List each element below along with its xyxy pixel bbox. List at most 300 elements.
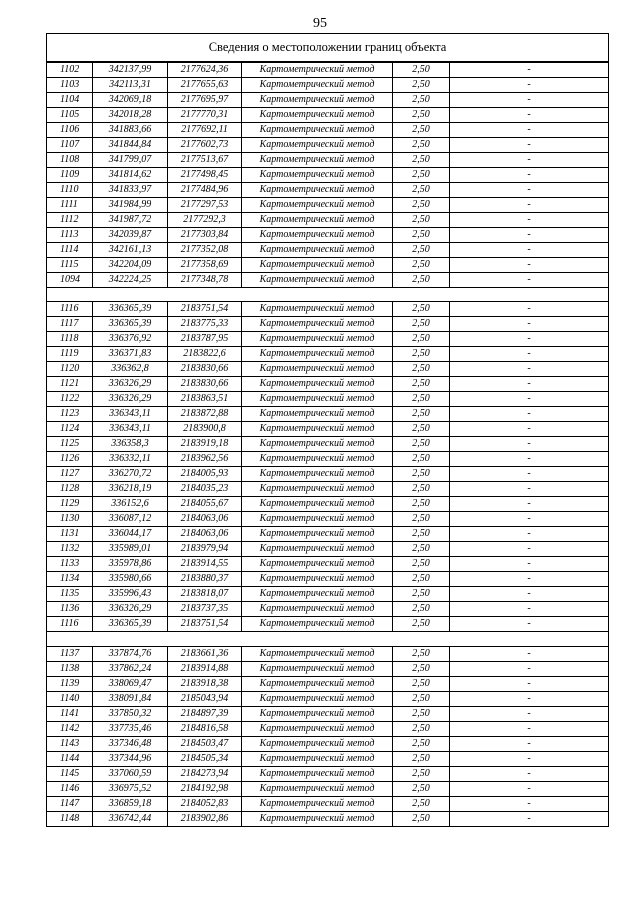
cell-coord-y: 2184063,06 bbox=[168, 527, 242, 542]
cell-coord-y: 2183822,6 bbox=[168, 347, 242, 362]
cell-coord-x: 341799,07 bbox=[93, 152, 168, 167]
cell-coord-x: 341984,99 bbox=[93, 197, 168, 212]
cell-coord-x: 342204,09 bbox=[93, 257, 168, 272]
cell-point-number: 1138 bbox=[47, 661, 93, 676]
cell-accuracy: 2,50 bbox=[393, 77, 450, 92]
cell-coord-x: 335978,86 bbox=[93, 557, 168, 572]
cell-coord-x: 336270,72 bbox=[93, 467, 168, 482]
cell-point-number: 1119 bbox=[47, 347, 93, 362]
cell-accuracy: 2,50 bbox=[393, 452, 450, 467]
cell-accuracy: 2,50 bbox=[393, 617, 450, 632]
cell-point-number: 1129 bbox=[47, 497, 93, 512]
cell-coord-y: 2177655,63 bbox=[168, 77, 242, 92]
cell-description: - bbox=[450, 152, 609, 167]
cell-description: - bbox=[450, 691, 609, 706]
cell-coord-y: 2184005,93 bbox=[168, 467, 242, 482]
table-title-row bbox=[47, 34, 609, 62]
cell-point-number: 1102 bbox=[47, 62, 93, 78]
cell-accuracy: 2,50 bbox=[393, 392, 450, 407]
cell-coord-x: 336376,92 bbox=[93, 332, 168, 347]
cell-coord-x: 341833,97 bbox=[93, 182, 168, 197]
cell-accuracy: 2,50 bbox=[393, 197, 450, 212]
cell-point-number: 1103 bbox=[47, 77, 93, 92]
cell-coord-y: 2183830,66 bbox=[168, 362, 242, 377]
cell-point-number: 1140 bbox=[47, 691, 93, 706]
cell-coord-y: 2184192,98 bbox=[168, 781, 242, 796]
block-separator-row bbox=[47, 632, 609, 647]
table-row bbox=[47, 512, 609, 527]
cell-description: - bbox=[450, 422, 609, 437]
cell-description: - bbox=[450, 92, 609, 107]
table-row bbox=[47, 332, 609, 347]
cell-coord-y: 2183919,18 bbox=[168, 437, 242, 452]
table-row bbox=[47, 257, 609, 272]
cell-method: Картометрический метод bbox=[242, 122, 393, 137]
cell-accuracy: 2,50 bbox=[393, 272, 450, 287]
cell-description: - bbox=[450, 542, 609, 557]
cell-method: Картометрический метод bbox=[242, 302, 393, 317]
cell-description: - bbox=[450, 407, 609, 422]
cell-method: Картометрический метод bbox=[242, 706, 393, 721]
cell-coord-y: 2177692,11 bbox=[168, 122, 242, 137]
cell-point-number: 1116 bbox=[47, 617, 93, 632]
cell-description: - bbox=[450, 77, 609, 92]
table-row bbox=[47, 497, 609, 512]
cell-coord-y: 2177513,67 bbox=[168, 152, 242, 167]
cell-coord-x: 338069,47 bbox=[93, 676, 168, 691]
cell-description: - bbox=[450, 497, 609, 512]
table-row bbox=[47, 587, 609, 602]
cell-coord-y: 2177292,3 bbox=[168, 212, 242, 227]
cell-coord-y: 2177695,97 bbox=[168, 92, 242, 107]
cell-method: Картометрический метод bbox=[242, 766, 393, 781]
cell-description: - bbox=[450, 721, 609, 736]
block-separator-cell bbox=[47, 632, 609, 647]
table-row bbox=[47, 437, 609, 452]
cell-description: - bbox=[450, 527, 609, 542]
table-row bbox=[47, 212, 609, 227]
cell-accuracy: 2,50 bbox=[393, 497, 450, 512]
cell-description: - bbox=[450, 736, 609, 751]
cell-coord-x: 336975,52 bbox=[93, 781, 168, 796]
cell-coord-y: 2177484,96 bbox=[168, 182, 242, 197]
cell-point-number: 1123 bbox=[47, 407, 93, 422]
cell-coord-x: 336332,11 bbox=[93, 452, 168, 467]
cell-accuracy: 2,50 bbox=[393, 542, 450, 557]
cell-coord-y: 2177358,69 bbox=[168, 257, 242, 272]
cell-point-number: 1121 bbox=[47, 377, 93, 392]
cell-method: Картометрический метод bbox=[242, 497, 393, 512]
cell-method: Картометрический метод bbox=[242, 602, 393, 617]
cell-method: Картометрический метод bbox=[242, 721, 393, 736]
cell-method: Картометрический метод bbox=[242, 317, 393, 332]
cell-accuracy: 2,50 bbox=[393, 107, 450, 122]
cell-coord-x: 337060,59 bbox=[93, 766, 168, 781]
table-row bbox=[47, 721, 609, 736]
table-row bbox=[47, 137, 609, 152]
cell-accuracy: 2,50 bbox=[393, 122, 450, 137]
cell-method: Картометрический метод bbox=[242, 182, 393, 197]
table-row bbox=[47, 227, 609, 242]
cell-method: Картометрический метод bbox=[242, 107, 393, 122]
cell-method: Картометрический метод bbox=[242, 272, 393, 287]
cell-accuracy: 2,50 bbox=[393, 167, 450, 182]
cell-coord-y: 2184063,06 bbox=[168, 512, 242, 527]
cell-method: Картометрический метод bbox=[242, 392, 393, 407]
cell-accuracy: 2,50 bbox=[393, 377, 450, 392]
cell-accuracy: 2,50 bbox=[393, 227, 450, 242]
table-row bbox=[47, 766, 609, 781]
table-row bbox=[47, 317, 609, 332]
cell-coord-x: 342039,87 bbox=[93, 227, 168, 242]
cell-point-number: 1137 bbox=[47, 646, 93, 661]
cell-accuracy: 2,50 bbox=[393, 407, 450, 422]
cell-description: - bbox=[450, 182, 609, 197]
cell-description: - bbox=[450, 467, 609, 482]
table-row bbox=[47, 736, 609, 751]
cell-coord-x: 335989,01 bbox=[93, 542, 168, 557]
cell-description: - bbox=[450, 796, 609, 811]
cell-coord-y: 2183737,35 bbox=[168, 602, 242, 617]
cell-coord-x: 336358,3 bbox=[93, 437, 168, 452]
cell-accuracy: 2,50 bbox=[393, 257, 450, 272]
table-row bbox=[47, 407, 609, 422]
cell-point-number: 1132 bbox=[47, 542, 93, 557]
cell-method: Картометрический метод bbox=[242, 736, 393, 751]
cell-accuracy: 2,50 bbox=[393, 302, 450, 317]
cell-coord-x: 342113,31 bbox=[93, 77, 168, 92]
cell-method: Картометрический метод bbox=[242, 362, 393, 377]
table-row bbox=[47, 557, 609, 572]
cell-method: Картометрический метод bbox=[242, 482, 393, 497]
cell-point-number: 1105 bbox=[47, 107, 93, 122]
table-row bbox=[47, 302, 609, 317]
cell-coord-y: 2184505,34 bbox=[168, 751, 242, 766]
cell-point-number: 1113 bbox=[47, 227, 93, 242]
cell-accuracy: 2,50 bbox=[393, 751, 450, 766]
table-row bbox=[47, 107, 609, 122]
cell-point-number: 1106 bbox=[47, 122, 93, 137]
cell-method: Картометрический метод bbox=[242, 587, 393, 602]
cell-point-number: 1115 bbox=[47, 257, 93, 272]
cell-description: - bbox=[450, 482, 609, 497]
cell-method: Картометрический метод bbox=[242, 811, 393, 826]
cell-coord-y: 2183900,8 bbox=[168, 422, 242, 437]
cell-description: - bbox=[450, 347, 609, 362]
cell-coord-x: 336326,29 bbox=[93, 377, 168, 392]
cell-coord-x: 336218,19 bbox=[93, 482, 168, 497]
cell-description: - bbox=[450, 781, 609, 796]
cell-point-number: 1124 bbox=[47, 422, 93, 437]
cell-coord-y: 2177498,45 bbox=[168, 167, 242, 182]
cell-coord-x: 337862,24 bbox=[93, 661, 168, 676]
table-row bbox=[47, 482, 609, 497]
cell-accuracy: 2,50 bbox=[393, 62, 450, 78]
cell-method: Картометрический метод bbox=[242, 332, 393, 347]
cell-point-number: 1094 bbox=[47, 272, 93, 287]
cell-point-number: 1108 bbox=[47, 152, 93, 167]
cell-coord-x: 342137,99 bbox=[93, 62, 168, 78]
cell-coord-x: 337850,32 bbox=[93, 706, 168, 721]
table-row bbox=[47, 751, 609, 766]
table-row bbox=[47, 92, 609, 107]
cell-coord-y: 2183751,54 bbox=[168, 302, 242, 317]
table-row bbox=[47, 617, 609, 632]
cell-coord-x: 337344,96 bbox=[93, 751, 168, 766]
cell-point-number: 1128 bbox=[47, 482, 93, 497]
cell-method: Картометрический метод bbox=[242, 527, 393, 542]
cell-point-number: 1120 bbox=[47, 362, 93, 377]
cell-point-number: 1112 bbox=[47, 212, 93, 227]
cell-coord-y: 2177624,36 bbox=[168, 62, 242, 78]
cell-point-number: 1125 bbox=[47, 437, 93, 452]
cell-point-number: 1133 bbox=[47, 557, 93, 572]
table-row bbox=[47, 122, 609, 137]
cell-point-number: 1136 bbox=[47, 602, 93, 617]
cell-coord-x: 341844,84 bbox=[93, 137, 168, 152]
cell-description: - bbox=[450, 661, 609, 676]
table-row bbox=[47, 706, 609, 721]
cell-point-number: 1117 bbox=[47, 317, 93, 332]
cell-point-number: 1143 bbox=[47, 736, 93, 751]
cell-point-number: 1107 bbox=[47, 137, 93, 152]
cell-coord-y: 2183914,88 bbox=[168, 661, 242, 676]
cell-coord-y: 2184816,58 bbox=[168, 721, 242, 736]
table-row bbox=[47, 377, 609, 392]
cell-accuracy: 2,50 bbox=[393, 92, 450, 107]
cell-coord-x: 336365,39 bbox=[93, 302, 168, 317]
table-row bbox=[47, 197, 609, 212]
cell-coord-y: 2183880,37 bbox=[168, 572, 242, 587]
cell-accuracy: 2,50 bbox=[393, 482, 450, 497]
cell-description: - bbox=[450, 766, 609, 781]
cell-accuracy: 2,50 bbox=[393, 557, 450, 572]
cell-method: Картометрический метод bbox=[242, 137, 393, 152]
cell-coord-y: 2184055,67 bbox=[168, 497, 242, 512]
cell-method: Картометрический метод bbox=[242, 77, 393, 92]
cell-coord-x: 342069,18 bbox=[93, 92, 168, 107]
cell-point-number: 1148 bbox=[47, 811, 93, 826]
cell-coord-y: 2177303,84 bbox=[168, 227, 242, 242]
cell-method: Картометрический метод bbox=[242, 167, 393, 182]
cell-point-number: 1130 bbox=[47, 512, 93, 527]
cell-description: - bbox=[450, 557, 609, 572]
cell-method: Картометрический метод bbox=[242, 347, 393, 362]
table-body bbox=[47, 34, 609, 827]
cell-point-number: 1147 bbox=[47, 796, 93, 811]
cell-accuracy: 2,50 bbox=[393, 332, 450, 347]
cell-method: Картометрический метод bbox=[242, 377, 393, 392]
cell-point-number: 1146 bbox=[47, 781, 93, 796]
cell-point-number: 1134 bbox=[47, 572, 93, 587]
cell-coord-x: 336044,17 bbox=[93, 527, 168, 542]
cell-accuracy: 2,50 bbox=[393, 691, 450, 706]
cell-method: Картометрический метод bbox=[242, 62, 393, 78]
cell-coord-x: 336362,8 bbox=[93, 362, 168, 377]
cell-accuracy: 2,50 bbox=[393, 527, 450, 542]
cell-description: - bbox=[450, 811, 609, 826]
cell-method: Картометрический метод bbox=[242, 452, 393, 467]
cell-coord-x: 338091,84 bbox=[93, 691, 168, 706]
cell-coord-x: 342161,13 bbox=[93, 242, 168, 257]
cell-coord-y: 2183979,94 bbox=[168, 542, 242, 557]
cell-coord-x: 342018,28 bbox=[93, 107, 168, 122]
table-row bbox=[47, 452, 609, 467]
cell-method: Картометрический метод bbox=[242, 542, 393, 557]
cell-point-number: 1141 bbox=[47, 706, 93, 721]
cell-coord-x: 335996,43 bbox=[93, 587, 168, 602]
cell-description: - bbox=[450, 706, 609, 721]
cell-point-number: 1114 bbox=[47, 242, 93, 257]
cell-point-number: 1142 bbox=[47, 721, 93, 736]
cell-method: Картометрический метод bbox=[242, 796, 393, 811]
cell-description: - bbox=[450, 602, 609, 617]
cell-accuracy: 2,50 bbox=[393, 661, 450, 676]
cell-coord-x: 336326,29 bbox=[93, 392, 168, 407]
cell-coord-x: 335980,66 bbox=[93, 572, 168, 587]
cell-coord-x: 341883,66 bbox=[93, 122, 168, 137]
cell-description: - bbox=[450, 437, 609, 452]
cell-coord-y: 2183661,36 bbox=[168, 646, 242, 661]
cell-accuracy: 2,50 bbox=[393, 706, 450, 721]
page-number: 95 bbox=[313, 16, 327, 31]
cell-accuracy: 2,50 bbox=[393, 796, 450, 811]
table-row bbox=[47, 796, 609, 811]
cell-point-number: 1144 bbox=[47, 751, 93, 766]
cell-coord-x: 337735,46 bbox=[93, 721, 168, 736]
cell-coord-y: 2183863,51 bbox=[168, 392, 242, 407]
cell-description: - bbox=[450, 122, 609, 137]
table-row bbox=[47, 691, 609, 706]
cell-method: Картометрический метод bbox=[242, 781, 393, 796]
cell-point-number: 1111 bbox=[47, 197, 93, 212]
cell-accuracy: 2,50 bbox=[393, 317, 450, 332]
cell-point-number: 1139 bbox=[47, 676, 93, 691]
cell-method: Картометрический метод bbox=[242, 212, 393, 227]
cell-coord-y: 2184035,23 bbox=[168, 482, 242, 497]
cell-coord-y: 2184503,47 bbox=[168, 736, 242, 751]
cell-description: - bbox=[450, 452, 609, 467]
cell-method: Картометрический метод bbox=[242, 242, 393, 257]
cell-description: - bbox=[450, 227, 609, 242]
table-row bbox=[47, 811, 609, 826]
cell-point-number: 1104 bbox=[47, 92, 93, 107]
cell-point-number: 1126 bbox=[47, 452, 93, 467]
cell-accuracy: 2,50 bbox=[393, 811, 450, 826]
cell-accuracy: 2,50 bbox=[393, 572, 450, 587]
cell-accuracy: 2,50 bbox=[393, 152, 450, 167]
cell-coord-y: 2185043,94 bbox=[168, 691, 242, 706]
cell-description: - bbox=[450, 272, 609, 287]
table-row bbox=[47, 422, 609, 437]
cell-method: Картометрический метод bbox=[242, 437, 393, 452]
cell-method: Картометрический метод bbox=[242, 407, 393, 422]
table-row bbox=[47, 152, 609, 167]
table-row bbox=[47, 646, 609, 661]
cell-method: Картометрический метод bbox=[242, 676, 393, 691]
cell-coord-x: 336326,29 bbox=[93, 602, 168, 617]
table-row bbox=[47, 781, 609, 796]
cell-description: - bbox=[450, 257, 609, 272]
cell-description: - bbox=[450, 317, 609, 332]
cell-accuracy: 2,50 bbox=[393, 137, 450, 152]
cell-description: - bbox=[450, 676, 609, 691]
block-separator-cell bbox=[47, 287, 609, 302]
cell-point-number: 1116 bbox=[47, 302, 93, 317]
cell-description: - bbox=[450, 212, 609, 227]
cell-description: - bbox=[450, 107, 609, 122]
cell-accuracy: 2,50 bbox=[393, 736, 450, 751]
cell-coord-x: 336371,83 bbox=[93, 347, 168, 362]
cell-method: Картометрический метод bbox=[242, 572, 393, 587]
cell-coord-y: 2177297,53 bbox=[168, 197, 242, 212]
cell-description: - bbox=[450, 751, 609, 766]
table-row bbox=[47, 467, 609, 482]
cell-coord-y: 2177348,78 bbox=[168, 272, 242, 287]
cell-coord-y: 2177602,73 bbox=[168, 137, 242, 152]
cell-description: - bbox=[450, 646, 609, 661]
cell-accuracy: 2,50 bbox=[393, 676, 450, 691]
cell-method: Картометрический метод bbox=[242, 422, 393, 437]
cell-coord-x: 336152,6 bbox=[93, 497, 168, 512]
cell-method: Картометрический метод bbox=[242, 257, 393, 272]
cell-coord-x: 336343,11 bbox=[93, 422, 168, 437]
cell-description: - bbox=[450, 167, 609, 182]
cell-accuracy: 2,50 bbox=[393, 512, 450, 527]
cell-coord-y: 2183962,56 bbox=[168, 452, 242, 467]
cell-coord-y: 2183775,33 bbox=[168, 317, 242, 332]
cell-coord-x: 336859,18 bbox=[93, 796, 168, 811]
cell-coord-y: 2183902,86 bbox=[168, 811, 242, 826]
cell-accuracy: 2,50 bbox=[393, 467, 450, 482]
table-row bbox=[47, 182, 609, 197]
table-row bbox=[47, 392, 609, 407]
table-row bbox=[47, 661, 609, 676]
boundary-coordinates-table bbox=[46, 33, 609, 827]
cell-coord-y: 2177770,31 bbox=[168, 107, 242, 122]
cell-description: - bbox=[450, 392, 609, 407]
cell-coord-x: 336365,39 bbox=[93, 617, 168, 632]
cell-method: Картометрический метод bbox=[242, 646, 393, 661]
table-row bbox=[47, 676, 609, 691]
cell-description: - bbox=[450, 302, 609, 317]
table-row bbox=[47, 602, 609, 617]
cell-accuracy: 2,50 bbox=[393, 721, 450, 736]
table-row bbox=[47, 347, 609, 362]
cell-coord-x: 336087,12 bbox=[93, 512, 168, 527]
cell-description: - bbox=[450, 242, 609, 257]
cell-description: - bbox=[450, 572, 609, 587]
cell-description: - bbox=[450, 197, 609, 212]
cell-accuracy: 2,50 bbox=[393, 182, 450, 197]
cell-coord-x: 337874,76 bbox=[93, 646, 168, 661]
cell-point-number: 1127 bbox=[47, 467, 93, 482]
cell-method: Картометрический метод bbox=[242, 152, 393, 167]
cell-coord-x: 341814,62 bbox=[93, 167, 168, 182]
table-row bbox=[47, 242, 609, 257]
cell-coord-y: 2183918,38 bbox=[168, 676, 242, 691]
table-row bbox=[47, 542, 609, 557]
cell-accuracy: 2,50 bbox=[393, 646, 450, 661]
cell-accuracy: 2,50 bbox=[393, 347, 450, 362]
cell-description: - bbox=[450, 377, 609, 392]
table-row bbox=[47, 167, 609, 182]
cell-coord-x: 342224,25 bbox=[93, 272, 168, 287]
cell-method: Картометрический метод bbox=[242, 691, 393, 706]
cell-coord-y: 2184897,39 bbox=[168, 706, 242, 721]
table-row bbox=[47, 62, 609, 78]
cell-point-number: 1135 bbox=[47, 587, 93, 602]
